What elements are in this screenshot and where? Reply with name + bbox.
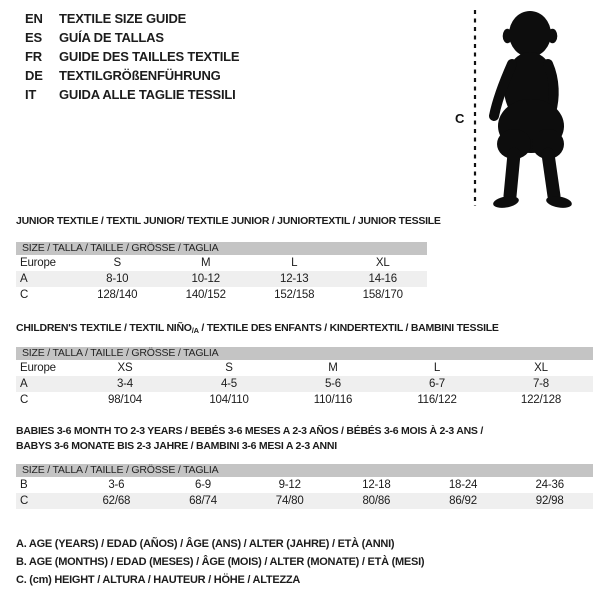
junior-size-table: [16, 242, 427, 303]
size-cell: 8-10: [106, 273, 129, 285]
language-code: ES: [25, 30, 42, 45]
babies-title-line1: BABIES 3-6 MONTH TO 2-3 YEARS / BEBÉS 3-6 MESES A 2-3 AÑOS / BÉBÉS 3-6 MOIS À 2-3 ANS /: [16, 425, 484, 437]
size-cell: 12-18: [362, 479, 391, 491]
table-row: [16, 477, 593, 493]
row-label: A: [20, 273, 28, 285]
size-cell: 98/104: [108, 394, 142, 406]
size-cell: 74/80: [275, 495, 304, 507]
table-row: [16, 392, 593, 408]
footnote-c: C. (cm) HEIGHT / ALTURA / HAUTEUR / HÖHE / ALTEZZA: [16, 574, 301, 586]
children-size-table: [16, 347, 593, 408]
size-header-bar: SIZE / TALLA / TAILLE / GRÖSSE / TAGLIA: [16, 347, 593, 360]
size-cell: M: [328, 362, 338, 374]
size-cell: 14-16: [368, 273, 397, 285]
language-code: FR: [25, 49, 42, 64]
language-code: EN: [25, 11, 43, 26]
babies-title-line2: BABYS 3-6 MONATE BIS 2-3 JAHRE / BAMBINI 3-6 MESI A 2-3 ANNI: [16, 440, 337, 452]
size-cell: M: [201, 257, 211, 269]
size-cell: 110/116: [313, 394, 353, 406]
language-label: TEXTILE SIZE GUIDE: [59, 11, 187, 26]
size-cell: 12-13: [280, 273, 309, 285]
row-label: B: [20, 479, 28, 491]
size-cell: L: [433, 362, 441, 374]
size-cell: 6-7: [428, 378, 446, 390]
row-label: Europe: [20, 362, 56, 374]
size-cell: XS: [117, 362, 133, 374]
size-cell: 4-5: [220, 378, 238, 390]
size-cell: 3-6: [108, 479, 125, 491]
junior-section-title: JUNIOR TEXTILE / TEXTIL JUNIOR/ TEXTILE JUNIOR / JUNIORTEXTIL / JUNIOR TESSILE: [16, 215, 441, 227]
size-header-bar: SIZE / TALLA / TAILLE / GRÖSSE / TAGLIA: [16, 242, 427, 255]
row-label: Europe: [20, 257, 56, 269]
size-cell: 10-12: [191, 273, 220, 285]
language-label: GUÍA DE TALLAS: [59, 30, 164, 45]
row-label: C: [20, 495, 29, 507]
size-cell: 92/98: [535, 495, 564, 507]
size-cell: S: [225, 362, 233, 374]
size-cell: 6-9: [194, 479, 212, 491]
children-title-pre: CHILDREN'S TEXTILE / TEXTIL NIÑO: [16, 322, 192, 334]
size-cell: L: [291, 257, 298, 269]
language-code: DE: [25, 68, 43, 83]
size-cell: 24-36: [535, 479, 564, 491]
children-section-title: [16, 322, 499, 334]
size-cell: 122/128: [520, 394, 562, 406]
language-row-en: [25, 9, 239, 28]
height-label-c: C: [455, 111, 465, 126]
table-row: [16, 287, 427, 303]
table-row: [16, 360, 593, 376]
size-cell: 68/74: [189, 495, 217, 507]
size-cell: 140/152: [185, 289, 226, 301]
language-row-de: [25, 66, 239, 85]
baby-figure: [440, 4, 580, 214]
language-list: [25, 9, 239, 104]
babies-section-title: [16, 424, 483, 454]
language-label: GUIDE DES TAILLES TEXTILE: [59, 49, 240, 64]
size-cell: 9-12: [278, 479, 301, 491]
size-cell: 5-6: [324, 378, 342, 390]
table-row: [16, 376, 593, 392]
size-cell: 158/170: [362, 289, 403, 301]
table-row: [16, 255, 427, 271]
size-cell: XL: [375, 257, 390, 269]
language-code: IT: [25, 87, 37, 102]
size-cell: S: [113, 257, 121, 269]
size-cell: 116/122: [417, 394, 457, 406]
language-label: GUIDA ALLE TAGLIE TESSILI: [59, 87, 236, 102]
row-label: C: [20, 289, 29, 301]
footnote-a: A. AGE (YEARS) / EDAD (AÑOS) / ÂGE (ANS) / ALTER (JAHRE) / ETÀ (ANNI): [16, 538, 395, 550]
size-cell: XL: [534, 362, 548, 374]
children-title-subscript: /A: [191, 326, 199, 335]
footnote-legend: [16, 535, 424, 589]
table-row: [16, 493, 593, 509]
row-label: C: [20, 394, 29, 406]
baby-silhouette: [492, 11, 573, 210]
language-row-fr: [25, 47, 239, 66]
size-cell: 3-4: [116, 378, 134, 390]
baby-silhouette-svg: [440, 4, 580, 214]
footnote-b: B. AGE (MONTHS) / EDAD (MESES) / ÂGE (MOIS) / ALTER (MONATE) / ETÀ (MESI): [16, 556, 425, 568]
size-cell: 7-8: [532, 378, 550, 390]
language-label: TEXTILGRÖßENFÜHRUNG: [59, 68, 221, 83]
size-cell: 128/140: [97, 289, 138, 301]
size-cell: 86/92: [449, 495, 477, 507]
children-title-post: / TEXTILE DES ENFANTS / KINDERTEXTIL / BAMBINI TESSILE: [198, 322, 499, 334]
size-cell: 104/110: [209, 394, 249, 406]
size-cell: 152/158: [274, 289, 315, 301]
language-row-it: [25, 85, 239, 104]
table-row: [16, 271, 427, 287]
row-label: A: [20, 378, 28, 390]
size-header-bar: SIZE / TALLA / TAILLE / GRÖSSE / TAGLIA: [16, 464, 593, 477]
size-cell: 80/86: [362, 495, 391, 507]
babies-size-table: [16, 464, 593, 509]
size-cell: 62/68: [102, 495, 131, 507]
language-row-es: [25, 28, 239, 47]
size-cell: 18-24: [448, 479, 478, 491]
